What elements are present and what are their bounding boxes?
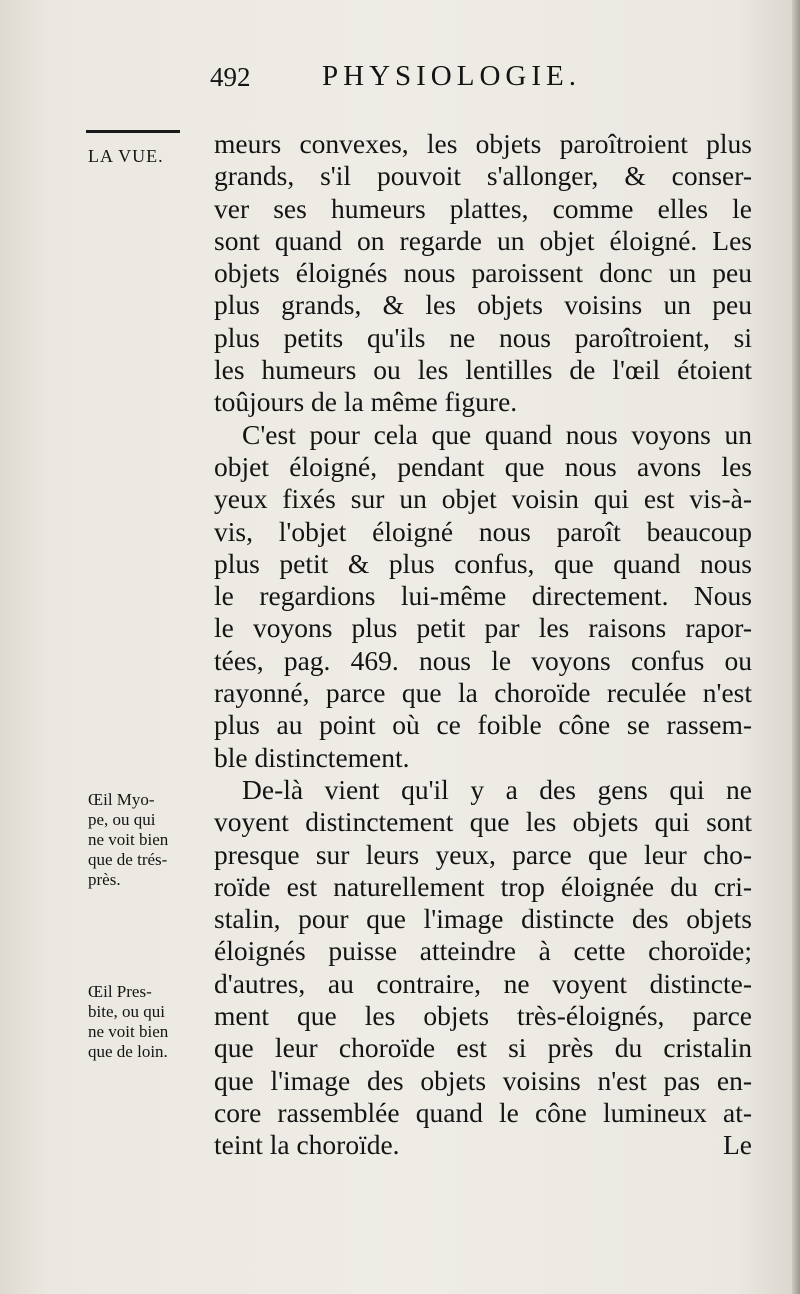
text-line: ment que les objets très-éloignés, parce [214, 1000, 752, 1032]
text-line: éloignés puisse atteindre à cette choroïde; [214, 935, 752, 967]
section-rule [86, 130, 180, 133]
page-header [0, 58, 800, 98]
text-line: les humeurs ou les lentilles de l'œil étoient [214, 354, 752, 386]
text-line: que leur choroïde est si près du cristalin [214, 1032, 752, 1064]
text-line: plus petit & plus confus, que quand nous [214, 547, 752, 579]
text-line: plus petits qu'ils ne nous paroîtroient, si [214, 321, 752, 353]
text-line: C'est pour cela que quand nous voyons un [242, 418, 752, 450]
text-line: roïde est naturellement trop éloignée du cri- [214, 870, 752, 902]
page-number: 492 [210, 62, 251, 92]
text-line: teint la choroïde. [214, 1129, 400, 1161]
running-title: PHYSIOLOGIE. [322, 60, 581, 92]
text-line: objet éloigné, pendant que nous avons les [214, 450, 752, 482]
text-line: sont quand on regarde un objet éloigné. Les [214, 224, 752, 256]
text-line: ble distinctement. [214, 741, 410, 773]
text-line: stalin, pour que l'image distincte des objets [214, 903, 752, 935]
margin-note-line: que de loin. [88, 1042, 168, 1061]
text-line: meurs convexes, les objets paroîtroient plus [214, 128, 752, 159]
text-line: objets éloignés nous paroissent donc un peu [214, 257, 752, 289]
text-line: plus grands, & les objets voisins un peu [214, 289, 752, 321]
page-edge-shadow [792, 0, 800, 1294]
text-line: tées, pag. 469. nous le voyons confus ou [214, 644, 752, 676]
margin-note-presbite [88, 982, 208, 1062]
text-line: yeux fixés sur un objet voisin qui est vis-à- [214, 483, 752, 515]
text-line: core rassemblée quand le cône lumineux at- [214, 1096, 752, 1128]
text-line: De-là vient qu'il y a des gens qui ne [242, 773, 752, 805]
margin-note-line: Œil Pres- [88, 982, 152, 1001]
text-line: plus au point où ce foible cône se rassem- [214, 709, 752, 741]
text-line: le regardions lui-même directement. Nous [214, 580, 752, 612]
margin-section-label: LA VUE. [88, 146, 164, 166]
text-line: toûjours de la même figure. [214, 386, 518, 418]
text-line: le voyons plus petit par les raisons rapor- [214, 612, 752, 644]
margin-note-line: bite, ou qui [88, 1002, 165, 1021]
text-line: que l'image des objets voisins n'est pas en- [214, 1064, 752, 1096]
margin-note-line: ne voit bien [88, 1022, 169, 1041]
margin-notes [84, 140, 210, 1140]
text-line: vis, l'objet éloigné nous paroît beaucoup [214, 515, 752, 547]
text-line: presque sur leurs yeux, parce que leur cho- [214, 838, 752, 870]
margin-note-line: pe, ou qui [88, 810, 156, 829]
text-line: rayonné, parce que la choroïde reculée n'est [214, 677, 752, 709]
main-text-block [214, 128, 752, 1162]
margin-note-line: Œil Myo- [88, 790, 155, 809]
text-line: ver ses humeurs plattes, comme elles le [214, 192, 752, 224]
margin-note-line: ne voit bien [88, 830, 169, 849]
text-line: voyent distinctement que les objets qui sont [214, 806, 752, 838]
margin-note-line: que de trés- [88, 850, 168, 869]
text-line: d'autres, au contraire, ne voyent distincte- [214, 967, 752, 999]
text-line: grands, s'il pouvoit s'allonger, & conser- [214, 160, 752, 192]
catchword: Le [722, 1129, 752, 1161]
margin-note-myope [88, 790, 208, 890]
margin-note-line: près. [88, 870, 121, 889]
